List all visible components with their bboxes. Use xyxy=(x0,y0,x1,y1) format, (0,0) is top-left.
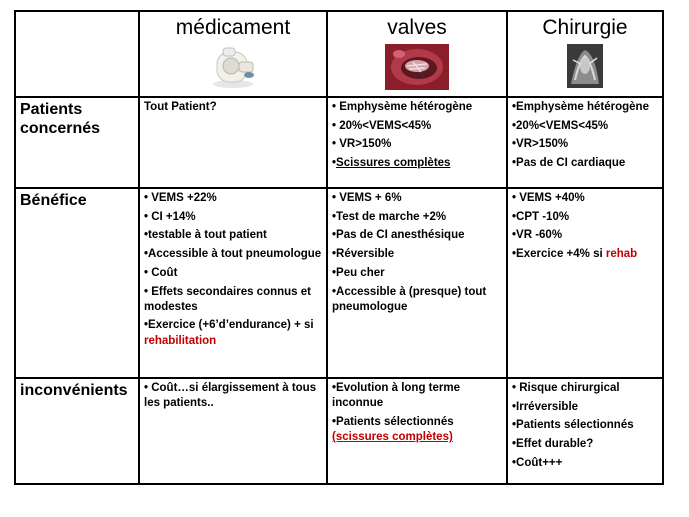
list-item: •Effet durable? xyxy=(512,438,594,451)
list-item: •Evolution à long terme inconnue xyxy=(332,382,460,410)
list-item: • Coût xyxy=(144,266,178,279)
cell-medicament xyxy=(139,188,327,378)
list-item: • 20%<VEMS<45% xyxy=(332,119,432,132)
list-item: • Emphysème hétérogène xyxy=(332,101,473,113)
list-item: •20%<VEMS<45% xyxy=(512,119,609,132)
list-item xyxy=(144,318,323,348)
list-item: •Irréversible xyxy=(512,400,579,413)
inhaler-device-image xyxy=(209,44,257,90)
row-label: Bénéfice xyxy=(15,188,139,378)
cell-chirurgie xyxy=(507,188,663,378)
column-header-chirurgie xyxy=(507,11,663,97)
bullet: • xyxy=(332,157,337,170)
list-item: •CPT -10% xyxy=(512,210,570,223)
list-item: • VEMS +40% xyxy=(512,192,585,204)
list-item: • VEMS +22% xyxy=(144,192,217,204)
list-item: • CI +14% xyxy=(144,210,196,223)
cell-valves xyxy=(327,378,507,484)
list-item: • VR>150% xyxy=(332,138,392,151)
column-title: médicament xyxy=(175,16,291,39)
list-item: •testable à tout patient xyxy=(144,229,267,242)
highlighted-text: (scissures complètes) xyxy=(332,431,453,444)
column-title: valves xyxy=(387,16,447,39)
list-item: •VR -60% xyxy=(512,229,563,242)
cell-medicament xyxy=(139,97,327,188)
endobronchial-valve-image xyxy=(385,44,449,90)
highlighted-text: rehabilitation xyxy=(144,334,217,347)
row-label: Patients concernés xyxy=(15,97,139,188)
row-patients-concernes xyxy=(15,97,663,188)
list-item: •Coût+++ xyxy=(512,456,563,469)
item-text: •Exercice (+6’d’endurance) + si xyxy=(144,319,314,332)
list-item: •Réversible xyxy=(332,248,395,261)
row-label: inconvénients xyxy=(15,378,139,484)
header-row xyxy=(15,11,663,97)
list-item: •Patients sélectionnés xyxy=(512,419,634,432)
row-inconvenients xyxy=(15,378,663,484)
column-title: Chirurgie xyxy=(542,16,628,39)
list-item: •Peu cher xyxy=(332,266,385,279)
list-item xyxy=(512,247,659,262)
cell-valves xyxy=(327,97,507,188)
list-item: •Pas de CI cardiaque xyxy=(512,157,626,170)
list-item: •Accessible à (presque) tout pneumologue xyxy=(332,285,487,313)
corner-cell xyxy=(15,11,139,97)
cell-chirurgie xyxy=(507,378,663,484)
list-item: •Test de marche +2% xyxy=(332,210,447,223)
list-item: • VEMS + 6% xyxy=(332,192,402,204)
column-header-medicament xyxy=(139,11,327,97)
surgery-xray-image xyxy=(567,44,603,88)
row-benefice xyxy=(15,188,663,378)
list-item: •Accessible à tout pneumologue xyxy=(144,248,322,261)
cell-valves xyxy=(327,188,507,378)
cell-medicament xyxy=(139,378,327,484)
item-text: •Patients sélectionnés xyxy=(332,415,454,428)
list-item: •VR>150% xyxy=(512,138,569,151)
item-text: •Exercice +4% si xyxy=(512,248,606,261)
highlighted-text: rehab xyxy=(605,248,638,261)
column-header-valves xyxy=(327,11,507,97)
list-item: •Pas de CI anesthésique xyxy=(332,229,465,242)
list-item: • Coût…si élargissement à tous les patients.. xyxy=(144,382,317,410)
underlined-text: Scissures complètes xyxy=(336,157,451,170)
list-item xyxy=(332,156,503,171)
list-item xyxy=(332,415,503,445)
list-item: •Emphysème hétérogène xyxy=(512,101,649,113)
comparison-table xyxy=(14,10,664,485)
list-item: • Risque chirurgical xyxy=(512,382,620,394)
cell-chirurgie xyxy=(507,97,663,188)
list-item: • Effets secondaires connus et modestes xyxy=(144,285,311,313)
list-item: Tout Patient? xyxy=(144,101,217,113)
